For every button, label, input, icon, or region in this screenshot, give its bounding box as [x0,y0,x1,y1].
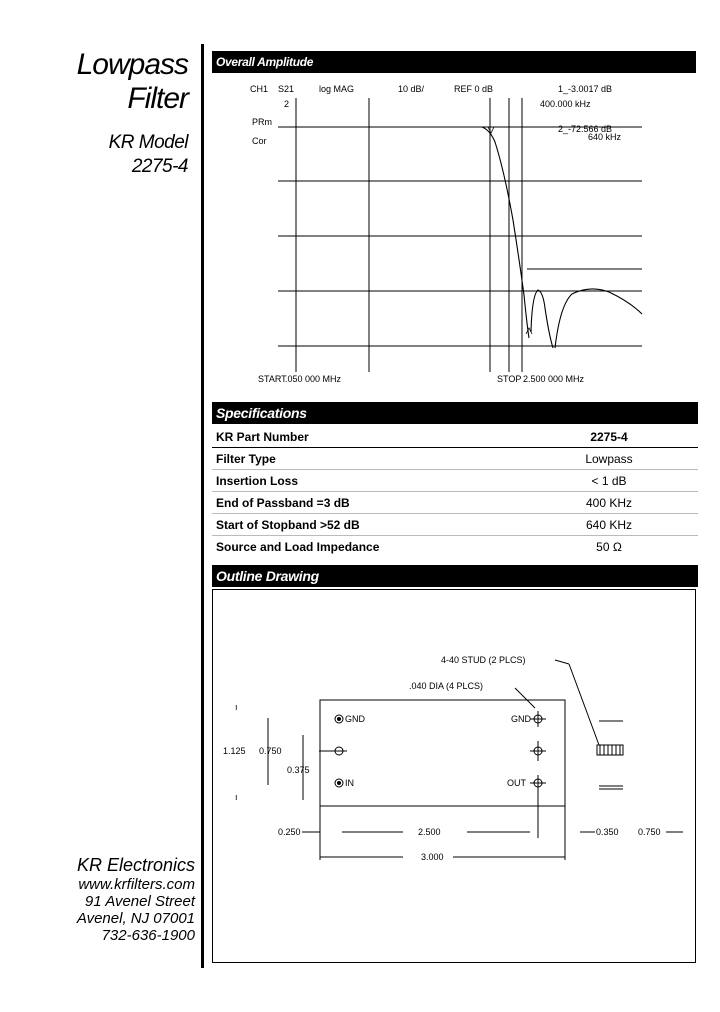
company-city: Avenel, NJ 07001 [76,910,195,927]
stud-leader [555,660,569,664]
title-line-2: Filter [127,82,188,115]
outline-drawing-box [212,589,696,963]
spec-label: Start of Stopband >52 dB [216,517,360,532]
section-header-specifications [212,402,698,424]
spec-label: Filter Type [216,451,276,466]
column-divider [201,44,204,968]
spec-value: 400 KHz [585,495,633,510]
plot-marker1-value: 1_-3.0017 dB [558,84,613,94]
dim-1125: 1.125 [223,746,246,756]
dim-0375: 0.375 [287,765,310,775]
dia-note: .040 DIA (4 PLCS) [409,681,484,691]
spec-value: 50 Ω [596,539,622,554]
section-header-outline [212,565,698,587]
section-title: Specifications [216,405,307,421]
plot-marker2-value: 2_-72.566 dB [558,124,613,134]
dim-2500: 2.500 [418,827,441,837]
plot-channel: CH1 [250,84,269,94]
dim-3000: 3.000 [421,852,444,862]
spec-label: KR Part Number [216,429,309,444]
plot-scale: 10 dB/ [398,84,425,94]
title-line-1: Lowpass [76,48,188,81]
plot-s21: S21 [278,84,295,94]
plot-trace [278,127,642,348]
company-name: KR Electronics [76,855,195,875]
spec-label: Insertion Loss [216,473,299,488]
plot-start-label: START [258,374,287,384]
plot-prm: PRm [252,117,272,127]
section-title: Outline Drawing [216,568,319,584]
label-out: OUT [507,778,526,788]
stud-side-view [597,745,623,755]
table-row [212,448,698,470]
table-row [212,470,698,492]
amplitude-plot [212,80,696,392]
dim-0250: 0.250 [278,827,301,837]
plot-ref: REF 0 dB [454,84,494,94]
tick-mark: ı [235,792,238,802]
spec-value: 2275-4 [590,429,628,444]
plot-stop-label: STOP [497,374,522,384]
section-title: Overall Amplitude [216,55,314,69]
company-website[interactable]: www.krfilters.com [78,876,195,893]
model-number: 2275-4 [131,156,188,177]
dim-0750: 0.750 [259,746,282,756]
table-row [212,536,698,558]
label-gnd-right: GND [511,714,531,724]
spec-value: Lowpass [585,451,633,466]
plot-start-freq: .050 000 MHz [285,374,342,384]
plot-stop-freq: 2.500 000 MHz [523,374,585,384]
plot-marker1-freq: 400.000 kHz [540,99,591,109]
table-row [212,426,698,448]
dia-leader [515,688,535,708]
stud-note: 4-40 STUD (2 PLCS) [441,655,526,665]
dim-0750-right: 0.750 [638,827,661,837]
spec-table [212,426,698,557]
company-phone: 732-636-1900 [101,927,195,944]
plot-cor: Cor [252,136,267,146]
outline-drawing [213,590,694,961]
spec-label: Source and Load Impedance [216,539,380,554]
table-row [212,492,698,514]
plot-marker-number: 2 [284,99,290,109]
table-row [212,514,698,536]
model-line-1: KR Model [108,132,188,153]
spec-value: 640 KHz [585,517,633,532]
tick-mark: ı [235,702,238,712]
label-in: IN [345,778,354,788]
plot-format: log MAG [319,84,355,94]
spec-value: < 1 dB [591,473,627,488]
section-header-amplitude [212,51,696,73]
dim-0350: 0.350 [596,827,619,837]
plot-marker2-freq: 640 kHz [588,132,622,142]
spec-label: End of Passband =3 dB [216,495,350,510]
company-street: 91 Avenel Street [84,893,195,910]
label-gnd-left: GND [345,714,365,724]
